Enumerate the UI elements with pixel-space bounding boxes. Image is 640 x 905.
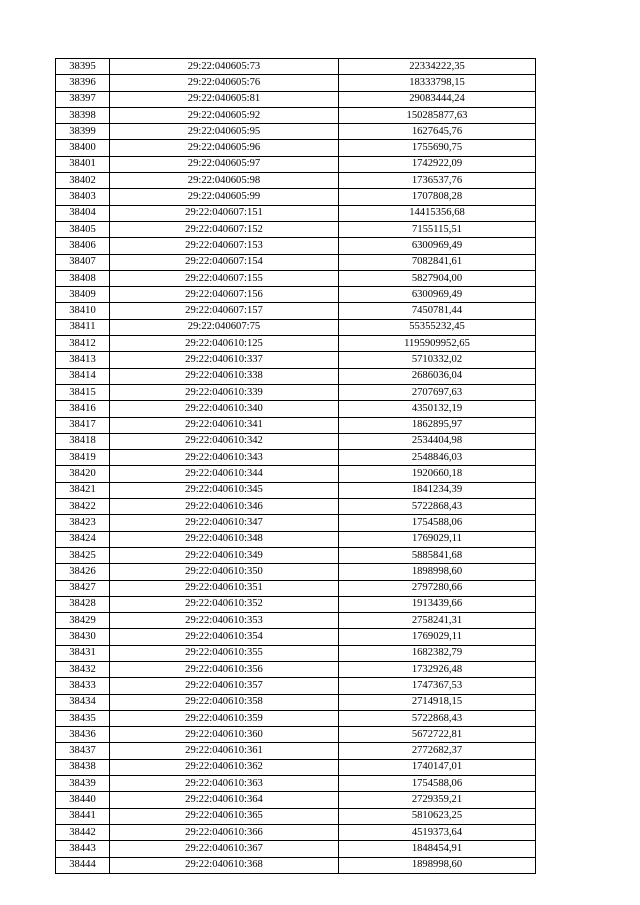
- cadastral-number-cell: 29:22:040610:341: [110, 417, 339, 433]
- table-row: [56, 319, 536, 335]
- cadastral-number-cell: 29:22:040610:344: [110, 466, 339, 482]
- row-number-cell: 38415: [56, 384, 110, 400]
- cadastral-number-cell: 29:22:040607:75: [110, 319, 339, 335]
- table-row: [56, 205, 536, 221]
- cadastral-value-cell: 1769029,11: [339, 531, 536, 547]
- cadastral-number-cell: 29:22:040605:76: [110, 75, 339, 91]
- cadastral-value-cell: 2714918,15: [339, 694, 536, 710]
- cadastral-value-cell: 5710332,02: [339, 352, 536, 368]
- row-number-cell: 38410: [56, 303, 110, 319]
- row-number-cell: 38436: [56, 727, 110, 743]
- table-row: [56, 189, 536, 205]
- table-row: [56, 417, 536, 433]
- row-number-cell: 38431: [56, 645, 110, 661]
- row-number-cell: 38424: [56, 531, 110, 547]
- row-number-cell: 38408: [56, 270, 110, 286]
- cadastral-value-table: [55, 58, 536, 874]
- cadastral-value-cell: 2758241,31: [339, 613, 536, 629]
- cadastral-number-cell: 29:22:040610:349: [110, 547, 339, 563]
- cadastral-number-cell: 29:22:040610:346: [110, 499, 339, 515]
- cadastral-value-cell: 1707808,28: [339, 189, 536, 205]
- table-row: [56, 368, 536, 384]
- table-row: [56, 661, 536, 677]
- cadastral-number-cell: 29:22:040610:366: [110, 824, 339, 840]
- table-row: [56, 547, 536, 563]
- table-row: [56, 743, 536, 759]
- table-row: [56, 499, 536, 515]
- table-row: [56, 564, 536, 580]
- cadastral-number-cell: 29:22:040605:96: [110, 140, 339, 156]
- cadastral-value-cell: 1841234,39: [339, 482, 536, 498]
- row-number-cell: 38426: [56, 564, 110, 580]
- row-number-cell: 38430: [56, 629, 110, 645]
- cadastral-value-cell: 18333798,15: [339, 75, 536, 91]
- table-row: [56, 303, 536, 319]
- cadastral-number-cell: 29:22:040610:359: [110, 710, 339, 726]
- cadastral-number-cell: 29:22:040610:339: [110, 384, 339, 400]
- table-row: [56, 270, 536, 286]
- row-number-cell: 38420: [56, 466, 110, 482]
- cadastral-value-cell: 1754588,06: [339, 515, 536, 531]
- cadastral-value-cell: 1732926,48: [339, 661, 536, 677]
- row-number-cell: 38407: [56, 254, 110, 270]
- cadastral-value-cell: 2548846,03: [339, 450, 536, 466]
- cadastral-value-cell: 1195909952,65: [339, 336, 536, 352]
- row-number-cell: 38433: [56, 678, 110, 694]
- row-number-cell: 38440: [56, 792, 110, 808]
- table-row: [56, 645, 536, 661]
- table-row: [56, 140, 536, 156]
- table-row: [56, 352, 536, 368]
- cadastral-number-cell: 29:22:040610:342: [110, 433, 339, 449]
- cadastral-value-cell: 1913439,66: [339, 596, 536, 612]
- row-number-cell: 38402: [56, 173, 110, 189]
- row-number-cell: 38434: [56, 694, 110, 710]
- table-row: [56, 254, 536, 270]
- cadastral-value-cell: 1736537,76: [339, 173, 536, 189]
- row-number-cell: 38432: [56, 661, 110, 677]
- cadastral-value-cell: 1627645,76: [339, 124, 536, 140]
- cadastral-value-cell: 5885841,68: [339, 547, 536, 563]
- row-number-cell: 38409: [56, 287, 110, 303]
- cadastral-number-cell: 29:22:040610:357: [110, 678, 339, 694]
- cadastral-number-cell: 29:22:040610:337: [110, 352, 339, 368]
- cadastral-value-cell: 7155115,51: [339, 221, 536, 237]
- cadastral-value-cell: 22334222,35: [339, 59, 536, 75]
- row-number-cell: 38439: [56, 776, 110, 792]
- cadastral-number-cell: 29:22:040610:358: [110, 694, 339, 710]
- cadastral-value-cell: 6300969,49: [339, 238, 536, 254]
- cadastral-value-cell: 7082841,61: [339, 254, 536, 270]
- row-number-cell: 38437: [56, 743, 110, 759]
- table-row: [56, 433, 536, 449]
- table-row: [56, 336, 536, 352]
- cadastral-number-cell: 29:22:040610:125: [110, 336, 339, 352]
- cadastral-number-cell: 29:22:040610:364: [110, 792, 339, 808]
- table-row: [56, 776, 536, 792]
- row-number-cell: 38425: [56, 547, 110, 563]
- table-row: [56, 91, 536, 107]
- row-number-cell: 38423: [56, 515, 110, 531]
- row-number-cell: 38438: [56, 759, 110, 775]
- table-row: [56, 808, 536, 824]
- cadastral-number-cell: 29:22:040610:367: [110, 841, 339, 857]
- cadastral-number-cell: 29:22:040610:353: [110, 613, 339, 629]
- cadastral-number-cell: 29:22:040610:350: [110, 564, 339, 580]
- cadastral-number-cell: 29:22:040610:354: [110, 629, 339, 645]
- cadastral-number-cell: 29:22:040610:362: [110, 759, 339, 775]
- cadastral-number-cell: 29:22:040610:365: [110, 808, 339, 824]
- cadastral-number-cell: 29:22:040607:153: [110, 238, 339, 254]
- cadastral-value-cell: 1755690,75: [339, 140, 536, 156]
- row-number-cell: 38404: [56, 205, 110, 221]
- row-number-cell: 38403: [56, 189, 110, 205]
- row-number-cell: 38443: [56, 841, 110, 857]
- table-row: [56, 482, 536, 498]
- row-number-cell: 38398: [56, 107, 110, 123]
- row-number-cell: 38412: [56, 336, 110, 352]
- row-number-cell: 38406: [56, 238, 110, 254]
- cadastral-number-cell: 29:22:040610:363: [110, 776, 339, 792]
- cadastral-value-cell: 5722868,43: [339, 499, 536, 515]
- row-number-cell: 38419: [56, 450, 110, 466]
- row-number-cell: 38429: [56, 613, 110, 629]
- table-body: [56, 59, 536, 874]
- cadastral-number-cell: 29:22:040607:154: [110, 254, 339, 270]
- cadastral-value-cell: 1754588,06: [339, 776, 536, 792]
- table-row: [56, 221, 536, 237]
- cadastral-value-cell: 2686036,04: [339, 368, 536, 384]
- cadastral-value-cell: 55355232,45: [339, 319, 536, 335]
- table-row: [56, 59, 536, 75]
- cadastral-number-cell: 29:22:040605:99: [110, 189, 339, 205]
- cadastral-number-cell: 29:22:040607:151: [110, 205, 339, 221]
- cadastral-value-cell: 6300969,49: [339, 287, 536, 303]
- table-row: [56, 727, 536, 743]
- cadastral-number-cell: 29:22:040605:95: [110, 124, 339, 140]
- row-number-cell: 38411: [56, 319, 110, 335]
- cadastral-value-cell: 5672722,81: [339, 727, 536, 743]
- cadastral-number-cell: 29:22:040610:352: [110, 596, 339, 612]
- cadastral-number-cell: 29:22:040610:355: [110, 645, 339, 661]
- table-row: [56, 75, 536, 91]
- cadastral-value-cell: 5827904,00: [339, 270, 536, 286]
- cadastral-number-cell: 29:22:040610:343: [110, 450, 339, 466]
- cadastral-value-cell: 2534404,98: [339, 433, 536, 449]
- row-number-cell: 38405: [56, 221, 110, 237]
- row-number-cell: 38442: [56, 824, 110, 840]
- cadastral-number-cell: 29:22:040605:92: [110, 107, 339, 123]
- row-number-cell: 38427: [56, 580, 110, 596]
- cadastral-number-cell: 29:22:040610:345: [110, 482, 339, 498]
- table-row: [56, 613, 536, 629]
- cadastral-number-cell: 29:22:040607:152: [110, 221, 339, 237]
- row-number-cell: 38396: [56, 75, 110, 91]
- row-number-cell: 38422: [56, 499, 110, 515]
- table-row: [56, 384, 536, 400]
- table-row: [56, 466, 536, 482]
- cadastral-value-cell: 1898998,60: [339, 564, 536, 580]
- row-number-cell: 38395: [56, 59, 110, 75]
- row-number-cell: 38397: [56, 91, 110, 107]
- row-number-cell: 38441: [56, 808, 110, 824]
- cadastral-number-cell: 29:22:040607:155: [110, 270, 339, 286]
- cadastral-number-cell: 29:22:040610:368: [110, 857, 339, 873]
- row-number-cell: 38399: [56, 124, 110, 140]
- cadastral-value-cell: 2729359,21: [339, 792, 536, 808]
- cadastral-value-cell: 4519373,64: [339, 824, 536, 840]
- table-row: [56, 401, 536, 417]
- cadastral-number-cell: 29:22:040610:347: [110, 515, 339, 531]
- table-row: [56, 107, 536, 123]
- table-row: [56, 694, 536, 710]
- table-row: [56, 580, 536, 596]
- table-row: [56, 515, 536, 531]
- row-number-cell: 38414: [56, 368, 110, 384]
- row-number-cell: 38418: [56, 433, 110, 449]
- table-row: [56, 156, 536, 172]
- cadastral-number-cell: 29:22:040605:81: [110, 91, 339, 107]
- cadastral-value-cell: 5722868,43: [339, 710, 536, 726]
- cadastral-value-cell: 1740147,01: [339, 759, 536, 775]
- table-row: [56, 124, 536, 140]
- row-number-cell: 38444: [56, 857, 110, 873]
- table-row: [56, 857, 536, 873]
- cadastral-value-cell: 1742922,09: [339, 156, 536, 172]
- table-row: [56, 531, 536, 547]
- table-row: [56, 238, 536, 254]
- cadastral-value-cell: 150285877,63: [339, 107, 536, 123]
- cadastral-number-cell: 29:22:040605:98: [110, 173, 339, 189]
- table-row: [56, 596, 536, 612]
- cadastral-number-cell: 29:22:040610:348: [110, 531, 339, 547]
- cadastral-value-cell: 1848454,91: [339, 841, 536, 857]
- table-row: [56, 173, 536, 189]
- cadastral-value-cell: 4350132,19: [339, 401, 536, 417]
- cadastral-number-cell: 29:22:040605:73: [110, 59, 339, 75]
- cadastral-number-cell: 29:22:040610:340: [110, 401, 339, 417]
- table-row: [56, 287, 536, 303]
- row-number-cell: 38401: [56, 156, 110, 172]
- cadastral-number-cell: 29:22:040610:356: [110, 661, 339, 677]
- cadastral-value-cell: 1862895,97: [339, 417, 536, 433]
- table-row: [56, 678, 536, 694]
- table-row: [56, 841, 536, 857]
- cadastral-value-cell: 1682382,79: [339, 645, 536, 661]
- cadastral-number-cell: 29:22:040610:351: [110, 580, 339, 596]
- row-number-cell: 38416: [56, 401, 110, 417]
- cadastral-value-cell: 1747367,53: [339, 678, 536, 694]
- cadastral-number-cell: 29:22:040610:338: [110, 368, 339, 384]
- cadastral-value-cell: 2772682,37: [339, 743, 536, 759]
- cadastral-value-cell: 1898998,60: [339, 857, 536, 873]
- table-row: [56, 792, 536, 808]
- row-number-cell: 38417: [56, 417, 110, 433]
- cadastral-value-cell: 29083444,24: [339, 91, 536, 107]
- cadastral-value-cell: 1920660,18: [339, 466, 536, 482]
- table-row: [56, 824, 536, 840]
- row-number-cell: 38428: [56, 596, 110, 612]
- cadastral-number-cell: 29:22:040607:157: [110, 303, 339, 319]
- table-row: [56, 629, 536, 645]
- table-row: [56, 710, 536, 726]
- cadastral-value-cell: 2707697,63: [339, 384, 536, 400]
- cadastral-number-cell: 29:22:040605:97: [110, 156, 339, 172]
- row-number-cell: 38435: [56, 710, 110, 726]
- cadastral-number-cell: 29:22:040607:156: [110, 287, 339, 303]
- row-number-cell: 38413: [56, 352, 110, 368]
- cadastral-value-cell: 2797280,66: [339, 580, 536, 596]
- row-number-cell: 38400: [56, 140, 110, 156]
- table-row: [56, 759, 536, 775]
- row-number-cell: 38421: [56, 482, 110, 498]
- cadastral-number-cell: 29:22:040610:360: [110, 727, 339, 743]
- cadastral-number-cell: 29:22:040610:361: [110, 743, 339, 759]
- cadastral-value-cell: 14415356,68: [339, 205, 536, 221]
- table-row: [56, 450, 536, 466]
- cadastral-value-cell: 1769029,11: [339, 629, 536, 645]
- cadastral-value-cell: 7450781,44: [339, 303, 536, 319]
- cadastral-value-cell: 5810623,25: [339, 808, 536, 824]
